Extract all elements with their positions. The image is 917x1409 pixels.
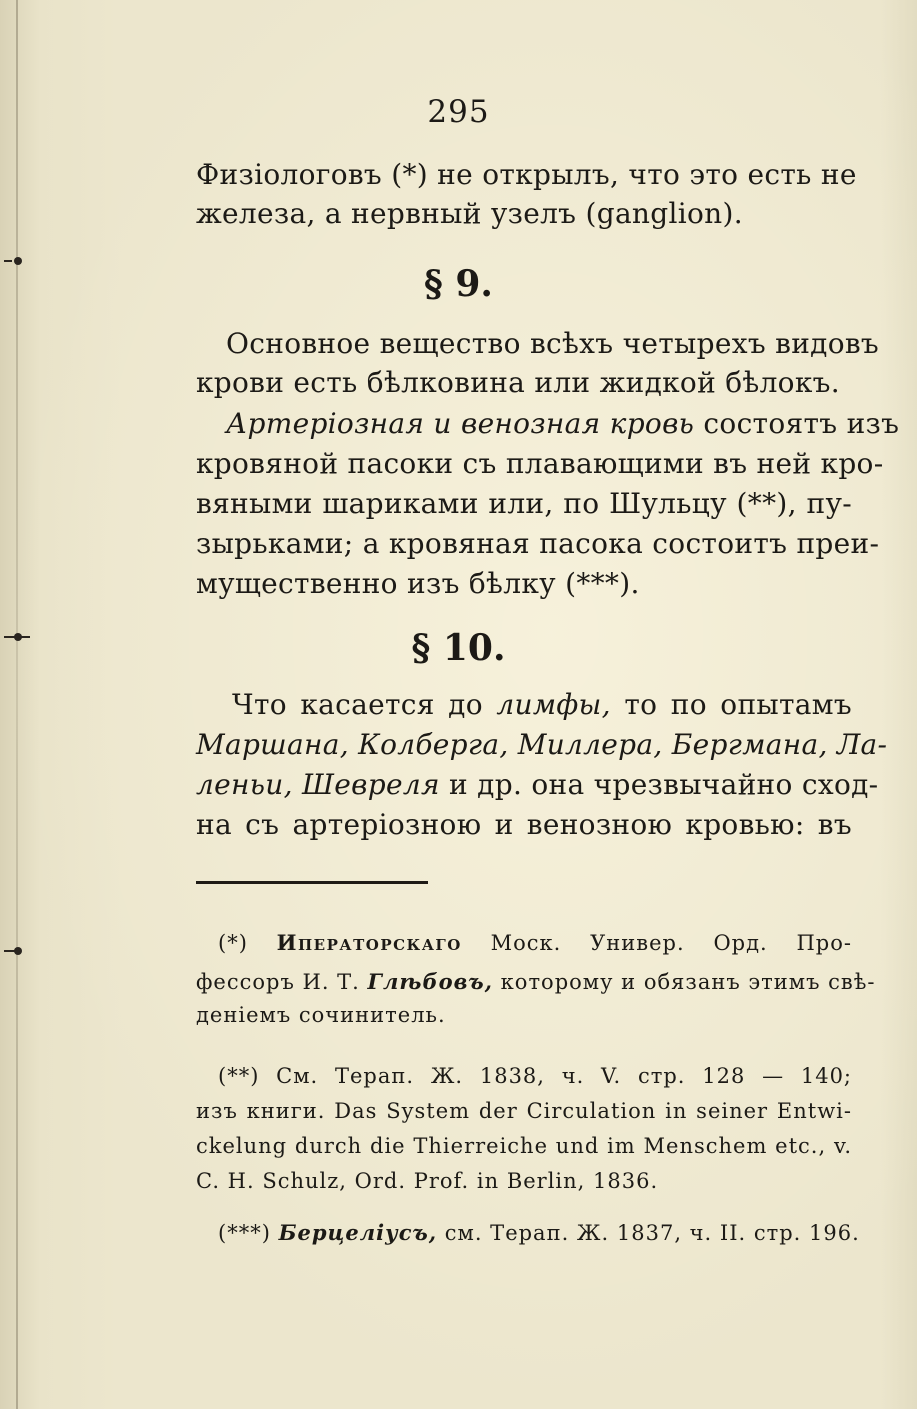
- text-span: фессоръ И. Т.: [196, 970, 368, 994]
- section-heading-9: § 9.: [424, 263, 493, 305]
- footnote-divider: [196, 881, 428, 884]
- text-line: зырьками; а кровяная пасока состоитъ преи-: [196, 527, 880, 560]
- footnote-line: изъ книги. Das System der Circulation in seiner Entwi-: [196, 1099, 852, 1123]
- text-line: [232, 688, 852, 721]
- text-line: [196, 768, 879, 801]
- text-line: крови есть бѣлковина или жидкой бѣлокъ.: [196, 366, 840, 399]
- footnote-line: деніемъ сочинитель.: [196, 1003, 446, 1027]
- text-span: (*): [218, 931, 277, 955]
- footnote-line: C. H. Schulz, Ord. Prof. in Berlin, 1836.: [196, 1169, 659, 1193]
- italic-term: лимфы,: [496, 688, 611, 721]
- text-span: которому и обязанъ этимъ свѣ-: [493, 970, 876, 994]
- text-line: [226, 407, 900, 440]
- text-span: см. Терап. Ж. 1837, ч. II. стр. 196.: [437, 1221, 860, 1245]
- text-span: то по опытамъ: [610, 688, 852, 721]
- footnote-line: (**) См. Терап. Ж. 1838, ч. V. стр. 128 — 140;: [218, 1064, 852, 1088]
- text-line: на съ артеріозною и венозною кровью: въ: [196, 808, 852, 841]
- margin-mark: [4, 260, 12, 262]
- text-line: Физіологовъ (*) не открылъ, что это есть не: [196, 158, 857, 191]
- section-heading-10: § 10.: [411, 627, 506, 669]
- text-span: Что касается до: [232, 688, 497, 721]
- text-span: Моск. Универ. Орд. Про-: [461, 931, 852, 955]
- footnote-line: [196, 969, 876, 994]
- footnote-line: ckelung durch die Thierreiche und im Menschem etc., v.: [196, 1134, 852, 1158]
- margin-mark: [4, 950, 18, 952]
- text-line: Маршана, Колберга, Миллера, Бергмана, Ла-: [196, 728, 888, 761]
- footnote-line: [218, 930, 852, 955]
- italic-term: Артеріозная и венозная кровь: [226, 407, 695, 440]
- text-line: вяными шариками или, по Шульцу (**), пу-: [196, 487, 852, 520]
- text-span: Иператорскаго: [276, 930, 462, 955]
- footnote-line: [218, 1220, 860, 1245]
- text-span: (***): [218, 1221, 279, 1245]
- text-line: кровяной пасоки съ плавающими въ ней кро-: [196, 447, 884, 480]
- italic-term: Глѣбовъ,: [367, 969, 493, 994]
- text-span: состоятъ изъ: [694, 407, 900, 440]
- text-line: Основное вещество всѣхъ четырехъ видовъ: [226, 327, 880, 360]
- italic-term: леньи, Шевреля: [196, 768, 440, 801]
- text-line: мущественно изъ бѣлку (***).: [196, 567, 640, 600]
- text-span: и др. она чрезвычайно сход-: [439, 768, 879, 801]
- italic-term: Берцеліусъ,: [278, 1220, 438, 1245]
- binding-gutter: [16, 0, 18, 1409]
- text-line: железа, а нервный узелъ (ganglion).: [196, 197, 743, 230]
- page-number: 295: [427, 94, 490, 130]
